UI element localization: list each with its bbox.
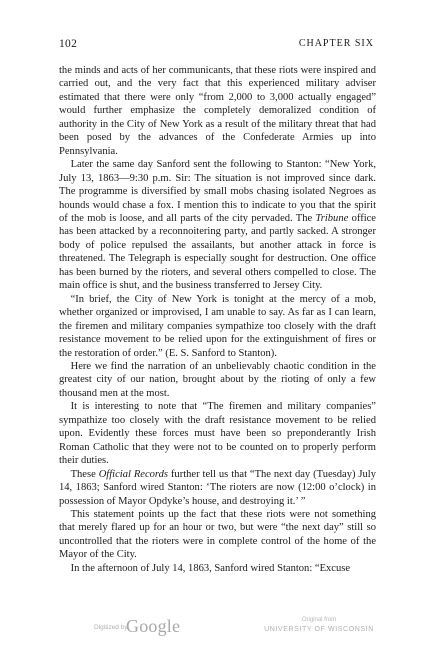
paragraph-7: This statement points up the fact that these riots were not something that merely flared up for an hour or two, but were “the next day” still so uncontrolled that the rioters were in complete control of the home of the Mayor of the City.	[59, 508, 376, 561]
paragraph-2: Later the same day Sanford sent the following to Stanton: “New York, July 13, 1863—9:30 p.m. Sir: The situation is not improved since dark. The programme is diversified by small mobs chasing isolated Negroes as hounds would chase a fox. I mention this to indicate to you that the spirit of the mob is loose, and all parts of the city pervaded. The Tribune office has been attacked by a reconnoitering party, and partly sacked. A stronger body of police repulsed the assailants, but another attack in force is threatened. The Telegraph is especially sought for destruction. One office has been burned by the rioters, and several others compelled to close. The main office is shut, and the business transferred to Jersey City.	[59, 159, 376, 292]
paragraph-4: Here we find the narration of an unbelievably chaotic condition in the greatest city of our nation, brought about by the rioting of only a few thousand men at the most.	[59, 360, 376, 399]
paragraph-5: It is interesting to note that “The firemen and military companies” sympathize too closely with the draft resistance movement to be relied upon. Evidently these forces must have been so preponderantly Irish Roman Catholic that they were not to be counted on to properly perform their duties.	[59, 401, 376, 467]
page-number: 102	[59, 38, 78, 50]
paragraph-1: the minds and acts of her communicants, that these riots were inspired and carried out, and the very fact that this experienced military adviser estimated that there were only “from 2,000 to 3,000 actually engaged” would further emphasize the completely demoralized condition of authority in the City of New York as a result of the military threat that had been posed by the advances of the Confederate Armies up into Pennsylvania.	[59, 65, 376, 157]
body-text	[59, 64, 376, 575]
source-library-label: UNIVERSITY OF WISCONSIN	[264, 626, 374, 633]
running-head	[59, 38, 374, 52]
paragraph-8: In the afternoon of July 14, 1863, Sanford wired Stanton: “Excuse	[70, 562, 351, 574]
original-from-label: Original from	[301, 617, 337, 623]
digitized-by-label: Digitized by	[94, 624, 128, 631]
paragraph-3: “In brief, the City of New York is tonight at the mercy of a mob, whether organized or improvised, I am unable to say. As far as I can learn, the firemen and military companies sympathize too closely with the draft resistance movement to be relied upon for the extinguishment of fires or the restoration of order.” (E. S. Sanford to Stanton).	[59, 293, 376, 359]
chapter-title: CHAPTER SIX	[298, 38, 374, 49]
google-logo: Google	[126, 616, 181, 636]
newspaper-title-tribune: Tribune	[315, 212, 349, 224]
paragraph-6: These Official Records further tell us that “The next day (Tuesday) July 14, 1863; Sanford wired Stanton: ‘The rioters are now (12:00 o’clock) in possession of Mayor Opdyke’s house, and destroying it.’ ”	[59, 468, 376, 507]
digitization-footer	[0, 616, 431, 646]
official-records-title: Official Records	[98, 468, 168, 480]
